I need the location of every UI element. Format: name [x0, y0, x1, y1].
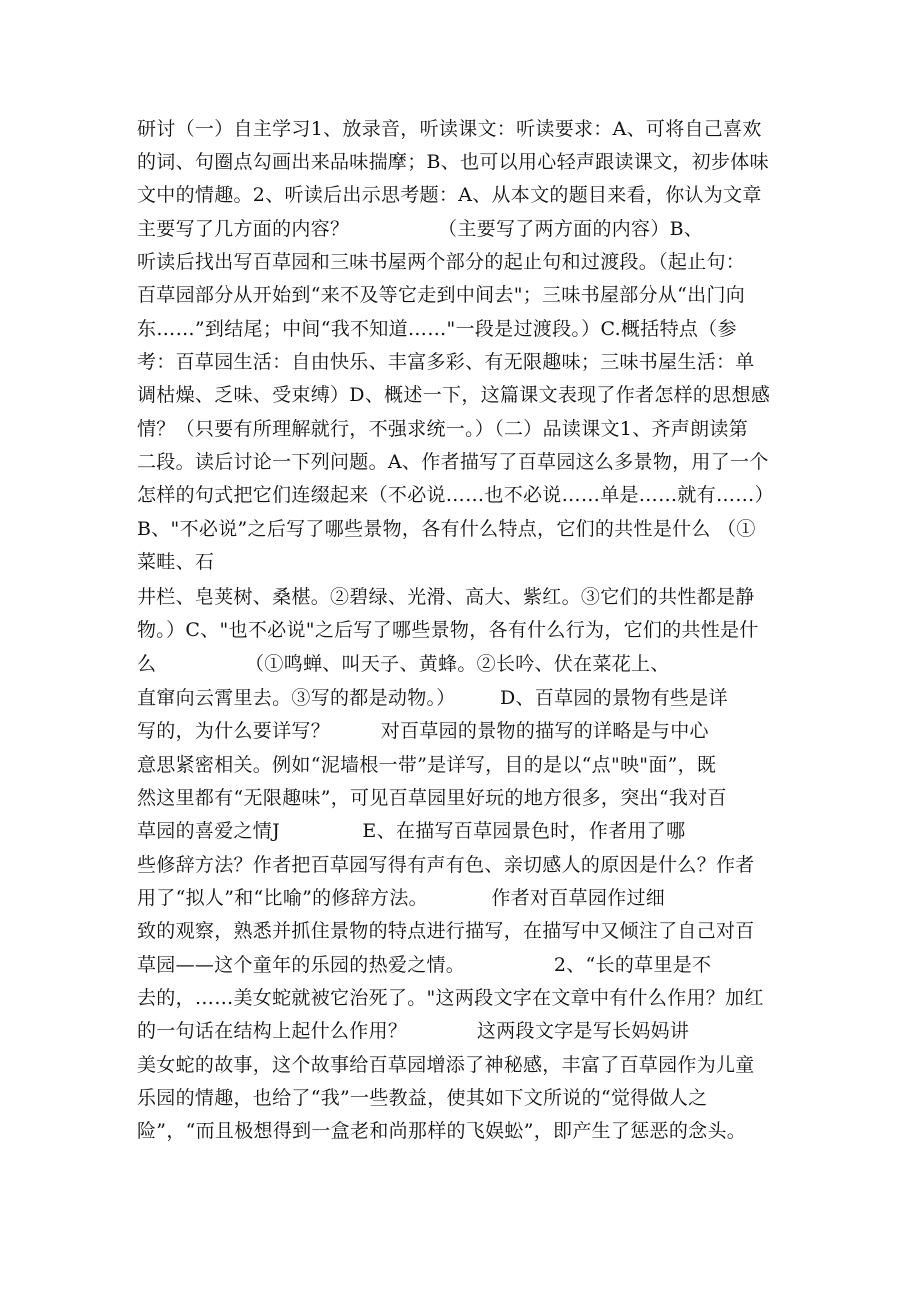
text-line: 研讨（一）自主学习1、放录音，听读课文：听读要求：A、可将自己喜欢 [137, 118, 762, 140]
text-line: 然这里都有“无限趣味”，可见百草园里好玩的地方很多，突出“我对百 [137, 787, 727, 809]
text-line: 文中的情趣。2、听读后出示思考题：A、从本文的题目来看，你认为文章 [137, 184, 762, 206]
text-line: 百草园部分从开始到“来不及等它走到中间去"；三味书屋部分从“出门向 [137, 284, 746, 306]
text-line: 菜畦、石 [137, 551, 215, 573]
text-line: 美女蛇的故事，这个故事给百草园增添了神秘感，丰富了百草园作为儿童 [137, 1054, 755, 1076]
text-line: 致的观察，熟悉并抓住景物的特点进行描写，在描写中又倾注了自己对百 [137, 920, 755, 942]
text-line: 险”，“而且极想得到一盒老和尚那样的飞娱蚣”，即产生了惩恶的念头。 [137, 1120, 747, 1142]
text-line: 二段。读后讨论一下列问题。A、作者描写了百草园这么多景物，用了一个 [137, 451, 769, 473]
text-line: 么 （①鸣蝉、叫天子、黄蜂。②长吟、伏在菜花上、 [137, 653, 670, 675]
text-line: 情？（只要有所理解就行，不强求统一。）（二）品读课文1、齐声朗读第 [137, 418, 748, 440]
text-line: 去的，……美女蛇就被它治死了。"这两段文字在文章中有什么作用？加红 [137, 987, 764, 1009]
text-line: 听读后找出写百草园和三味书屋两个部分的起止句和过渡段。（起止句： [137, 251, 746, 273]
text-line: 草园的喜爱之情J E、在描写百草园景色时，作者用了哪 [137, 820, 686, 842]
text-line: 草园——这个童年的乐园的热爱之情。 2、“长的草里是不 [137, 954, 712, 976]
text-line: 直窜向云霄里去。③写的都是动物。） D、百草园的景物有些是详 [137, 687, 728, 709]
text-line: 调枯燥、乏味、受束缚）D、概述一下，这篇课文表现了作者怎样的思想感 [137, 384, 771, 406]
text-line: 的一句话在结构上起什么作用？ 这两段文字是写长妈妈讲 [137, 1020, 690, 1042]
text-line: 井栏、皂荚树、桑椹。②碧绿、光滑、高大、紫红。③它们的共性都是静 [137, 586, 755, 608]
text-line: 考：百草园生活：自由快乐、丰富多彩、有无限趣味；三味书屋生活：单 [137, 351, 755, 373]
text-line: 些修辞方法？作者把百草园写得有声有色、亲切感人的原因是什么？作者 [137, 854, 755, 876]
text-line: 物。）C、"也不必说"之后写了哪些景物，各有什么行为，它们的共性是什 [137, 619, 759, 641]
text-line: 用了“拟人”和“比喻”的修辞方法。 作者对百草园作过细 [137, 887, 666, 909]
text-line: B、"不必说”之后写了哪些景物，各有什么特点，它们的共性是什么 （① [137, 518, 756, 540]
text-line: 意思紧密相关。例如“泥墙根一带”是详写，目的是以“点"映"面”，既 [137, 754, 717, 776]
text-line: 乐园的情趣，也给了“我”一些教益，使其如下文所说的“觉得做人之 [137, 1087, 708, 1109]
text-line: 主要写了几方面的内容？ （主要写了两方面的内容）B、 [137, 218, 704, 240]
text-line: 的词、句圈点勾画出来品味揣摩；B、也可以用心轻声跟读课文，初步体味 [137, 151, 769, 173]
text-line: 写的，为什么要详写？ 对百草园的景物的描写的详略是与中心 [137, 720, 709, 742]
text-line: 怎样的句式把它们连缀起来（不必说……也不必说……单是……就有……） [137, 484, 774, 506]
text-line: 东……”到结尾；中间“我不知道……"一段是过渡段。）C.概括特点（参 [137, 318, 737, 340]
